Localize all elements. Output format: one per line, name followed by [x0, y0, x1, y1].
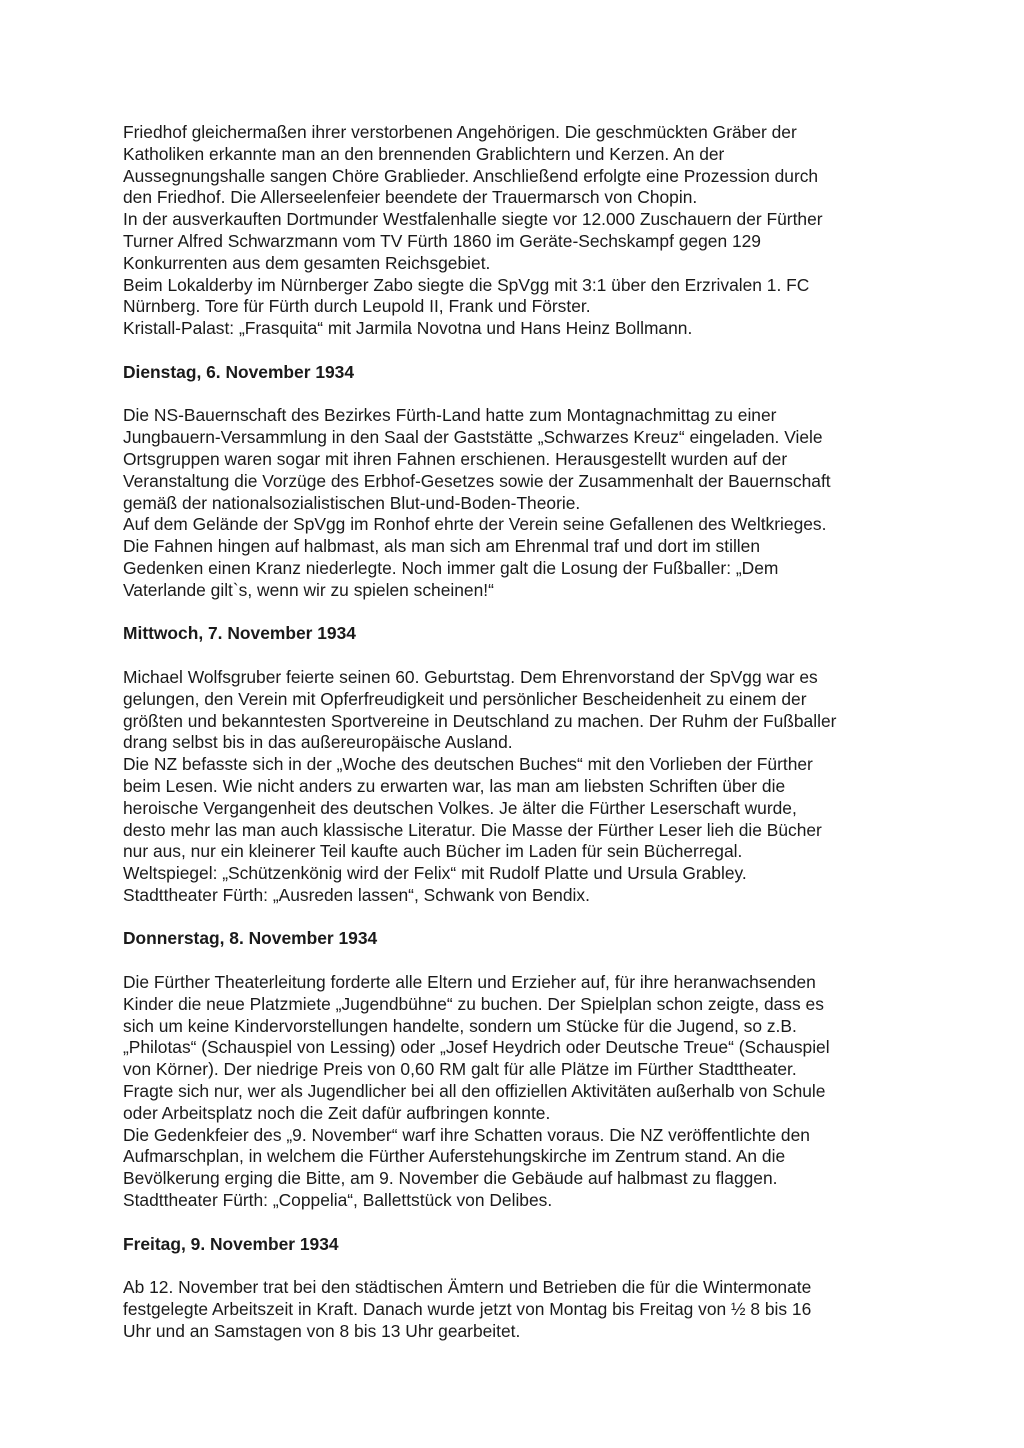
- text-line: Michael Wolfsgruber feierte seinen 60. Geburtstag. Dem Ehrenvorstand der SpVgg war es: [123, 666, 818, 687]
- intro-paragraph: [123, 122, 913, 340]
- text-line: von Körner). Der niedrige Preis von 0,60 RM galt für alle Plätze im Fürther Stadttheater.: [123, 1059, 797, 1080]
- text-line: festgelegte Arbeitszeit in Kraft. Danach wurde jetzt von Montag bis Freitag von ½ 8 bis 16: [123, 1299, 812, 1320]
- text-line: Konkurrenten aus dem gesamten Reichsgebiet.: [123, 252, 491, 273]
- text-line: Auf dem Gelände der SpVgg im Ronhof ehrte der Verein seine Gefallenen des Weltkrieges.: [123, 514, 827, 535]
- section-body-dienstag: [123, 405, 913, 601]
- text-line: „Philotas“ (Schauspiel von Lessing) oder „Josef Heydrich oder Deutsche Treue“ (Schauspiel: [123, 1037, 830, 1058]
- spacer: [123, 645, 913, 667]
- text-line: gemäß der nationalsozialistischen Blut-und-Boden-Theorie.: [123, 492, 581, 513]
- text-line: Kristall-Palast: „Frasquita“ mit Jarmila Novotna und Hans Heinz Bollmann.: [123, 318, 693, 339]
- text-line: Die Fahnen hingen auf halbmast, als man sich am Ehrenmal traf und dort im stillen: [123, 536, 761, 557]
- text-line: Beim Lokalderby im Nürnberger Zabo siegte die SpVgg mit 3:1 über den Erzrivalen 1. FC: [123, 274, 810, 295]
- text-line: den Friedhof. Die Allerseelenfeier beendete der Trauermarsch von Chopin.: [123, 187, 698, 208]
- text-line: oder Arbeitsplatz noch die Zeit dafür aufbringen konnte.: [123, 1102, 551, 1123]
- text-line: Die Fürther Theaterleitung forderte alle Eltern und Erzieher auf, für ihre heranwachsenden: [123, 972, 816, 993]
- text-line: beim Lesen. Wie nicht anders zu erwarten war, las man am liebsten Schriften über die: [123, 775, 786, 796]
- spacer: [123, 1255, 913, 1277]
- spacer: [123, 384, 913, 406]
- spacer: [123, 907, 913, 929]
- spacer: [123, 950, 913, 972]
- text-line: gelungen, den Verein mit Opferfreudigkeit und persönlicher Bescheidenheit zu einem der: [123, 688, 807, 709]
- text-line: Veranstaltung die Vorzüge des Erbhof-Gesetzes sowie der Zusammenhalt der Bauernschaft: [123, 470, 831, 491]
- text-line: In der ausverkauften Dortmunder Westfalenhalle siegte vor 12.000 Zuschauern der Fürther: [123, 209, 823, 230]
- text-line: Uhr und an Samstagen von 8 bis 13 Uhr gearbeitet.: [123, 1320, 521, 1341]
- text-line: Aussegnungshalle sangen Chöre Grablieder. Anschließend erfolgte eine Prozession durch: [123, 165, 819, 186]
- text-line: Friedhof gleichermaßen ihrer verstorbenen Angehörigen. Die geschmückten Gräber der: [123, 122, 797, 142]
- section-body-donnerstag: [123, 972, 913, 1212]
- text-line: sich um keine Kindervorstellungen handelte, sondern um Stücke für die Jugend, so z.B.: [123, 1015, 797, 1036]
- text-line: Jungbauern-Versammlung in den Saal der Gaststätte „Schwarzes Kreuz“ eingeladen. Viele: [123, 427, 823, 448]
- text-line: Aufmarschplan, in welchem die Fürther Auferstehungskirche im Zentrum stand. An die: [123, 1146, 786, 1167]
- spacer: [123, 1212, 913, 1234]
- text-line: Die Gedenkfeier des „9. November“ warf ihre Schatten voraus. Die NZ veröffentlichte den: [123, 1124, 810, 1145]
- text-line: Stadttheater Fürth: „Ausreden lassen“, Schwank von Bendix.: [123, 884, 590, 905]
- text-line: Fragte sich nur, wer als Jugendlicher bei all den offiziellen Aktivitäten außerhalb von Schule: [123, 1081, 826, 1102]
- section-heading-freitag: Freitag, 9. November 1934: [123, 1233, 339, 1254]
- text-line: Gedenken einen Kranz niederlegte. Noch immer galt die Losung der Fußballer: „Dem: [123, 557, 779, 578]
- text-line: Bevölkerung erging die Bitte, am 9. November die Gebäude auf halbmast zu flaggen.: [123, 1168, 778, 1189]
- section-body-freitag: [123, 1277, 913, 1342]
- section-heading-mittwoch: Mittwoch, 7. November 1934: [123, 623, 356, 644]
- text-line: heroische Vergangenheit des deutschen Volkes. Je älter die Fürther Leserschaft wurde,: [123, 797, 797, 818]
- text-line: Ab 12. November trat bei den städtischen Ämtern und Betrieben die für die Wintermonate: [123, 1277, 812, 1298]
- text-line: Ortsgruppen waren sogar mit ihren Fahnen erschienen. Herausgestellt wurden auf der: [123, 448, 788, 469]
- text-line: desto mehr las man auch klassische Literatur. Die Masse der Fürther Leser lieh die Bücher: [123, 819, 822, 840]
- text-line: Katholiken erkannte man an den brennenden Grablichtern und Kerzen. An der: [123, 143, 725, 164]
- text-line: nur aus, nur ein kleinerer Teil kaufte auch Bücher im Laden für sein Bücherregal.: [123, 841, 743, 862]
- text-line: Turner Alfred Schwarzmann vom TV Fürth 1860 im Geräte-Sechskampf gegen 129: [123, 230, 761, 251]
- text-line: größten und bekanntesten Sportvereine in Deutschland zu machen. Der Ruhm der Fußballer: [123, 710, 837, 731]
- section-heading-dienstag: Dienstag, 6. November 1934: [123, 361, 355, 382]
- spacer: [123, 340, 913, 362]
- section-body-mittwoch: [123, 667, 913, 907]
- text-line: Vaterlande gilt`s, wenn wir zu spielen scheinen!“: [123, 579, 494, 600]
- text-line: Die NS-Bauernschaft des Bezirkes Fürth-Land hatte zum Montagnachmittag zu einer: [123, 405, 777, 426]
- section-heading-donnerstag: Donnerstag, 8. November 1934: [123, 928, 378, 949]
- text-line: Stadttheater Fürth: „Coppelia“, Ballettstück von Delibes.: [123, 1190, 553, 1211]
- text-line: Die NZ befasste sich in der „Woche des deutschen Buches“ mit den Vorlieben der Fürther: [123, 754, 813, 775]
- text-line: Kinder die neue Platzmiete „Jugendbühne“ zu buchen. Der Spielplan schon zeigte, dass es: [123, 993, 824, 1014]
- spacer: [123, 602, 913, 624]
- text-line: Weltspiegel: „Schützenkönig wird der Felix“ mit Rudolf Platte und Ursula Grabley.: [123, 863, 747, 884]
- document-page: [123, 122, 913, 1343]
- text-line: Nürnberg. Tore für Fürth durch Leupold II, Frank und Förster.: [123, 296, 591, 317]
- text-line: drang selbst bis in das außereuropäische Ausland.: [123, 732, 513, 753]
